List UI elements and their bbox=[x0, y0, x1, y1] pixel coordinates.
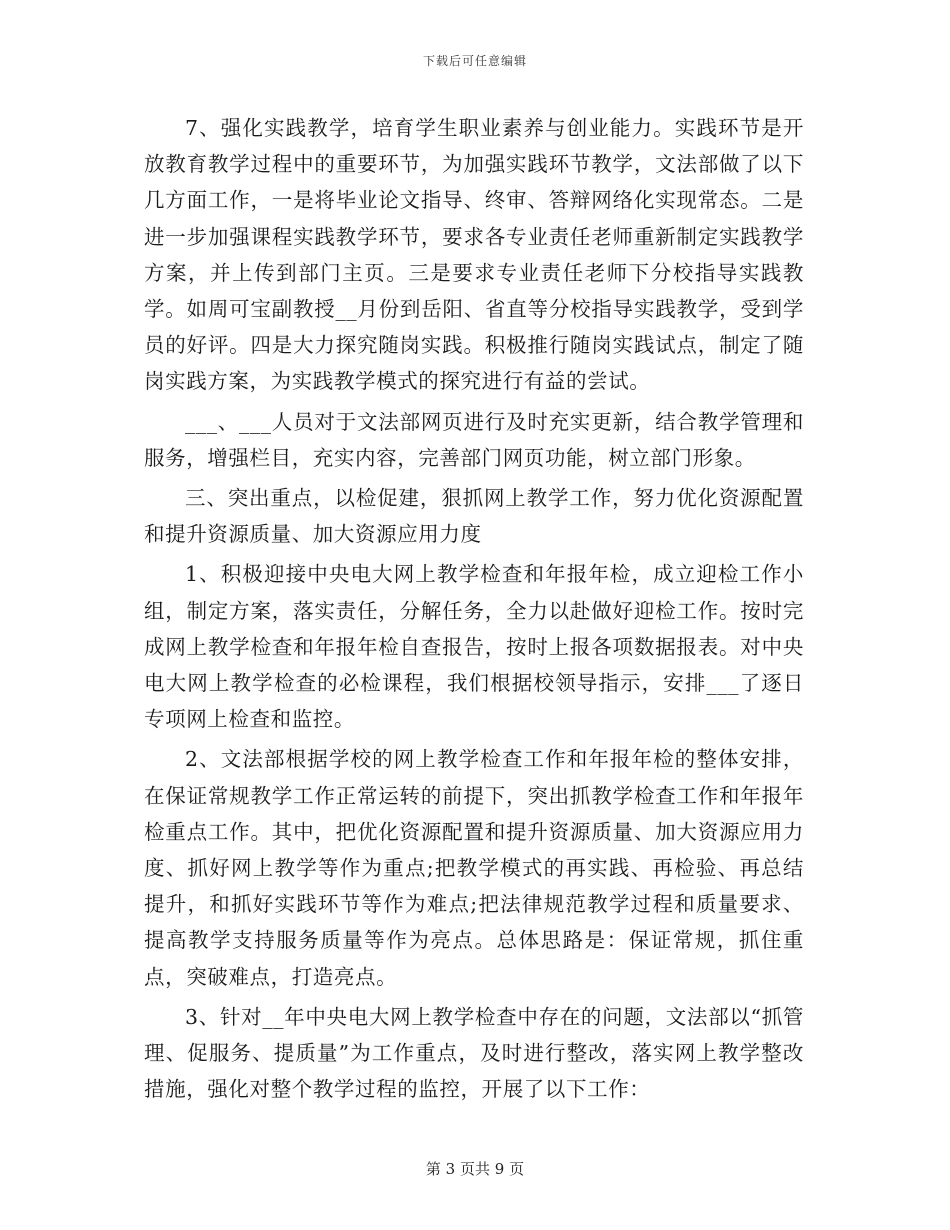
paragraph-inspection-plan: 2、文法部根据学校的网上教学检查工作和年报年检的整体安排，在保证常规教学工作正常运转的前提下，突出抓教学检查工作和年报年检重点工作。其中，把优化资源配置和提升资源质量、加大资源应用力度、抓好网上教学等作为重点;把教学模式的再实践、再检验、再总结提升，和抓好实践环节等作为难点;把法律规范教学过程和质量要求、提高教学支持服务质量等作为亮点。总体思路是：保证常规，抓住重点，突破难点，打造亮点。 bbox=[144, 747, 804, 989]
paragraph-practice-teaching: 7、强化实践教学，培育学生职业素养与创业能力。实践环节是开放教育教学过程中的重要环节，为加强实践环节教学，文法部做了以下几方面工作，一是将毕业论文指导、终审、答辩网络化实现常态。二是进一步加强课程实践教学环节，要求各专业责任老师重新制定实践教学方案，并上传到部门主页。三是要求专业责任老师下分校指导实践教学。如周可宝副教授__月份到岳阳、省直等分校指导实践教学，受到学员的好评。四是大力探究随岗实践。积极推行随岗实践试点，制定了随岗实践方案，为实践教学模式的探究进行有益的尝试。 bbox=[144, 116, 804, 394]
section-heading-three: 三、突出重点，以检促建，狠抓网上教学工作，努力优化资源配置和提升资源质量、加大资源应用力度 bbox=[144, 486, 804, 547]
page-number-footer: 第 3 页共 9 页 bbox=[425, 1160, 525, 1178]
page-header-note: 下载后可任意编辑 bbox=[422, 54, 527, 68]
paragraph-rectification: 3、针对__年中央电大网上教学检查中存在的问题，文法部以“抓管理、促服务、提质量”为工作重点，及时进行整改，落实网上教学整改措施，强化对整个教学过程的监控，开展了以下工作： bbox=[144, 1004, 804, 1102]
paragraph-webpage-update: ___、___人员对于文法部网页进行及时充实更新，结合教学管理和服务，增强栏目，充实内容，完善部门网页功能，树立部门形象。 bbox=[144, 409, 804, 470]
document-body bbox=[144, 110, 804, 1111]
paragraph-inspection-prep: 1、积极迎接中央电大网上教学检查和年报年检，成立迎检工作小组，制定方案，落实责任，分解任务，全力以赴做好迎检工作。按时完成网上教学检查和年报年检自查报告，按时上报各项数据报表。对中央电大网上教学检查的必检课程，我们根据校领导指示，安排___了逐日专项网上检查和监控。 bbox=[144, 562, 804, 732]
